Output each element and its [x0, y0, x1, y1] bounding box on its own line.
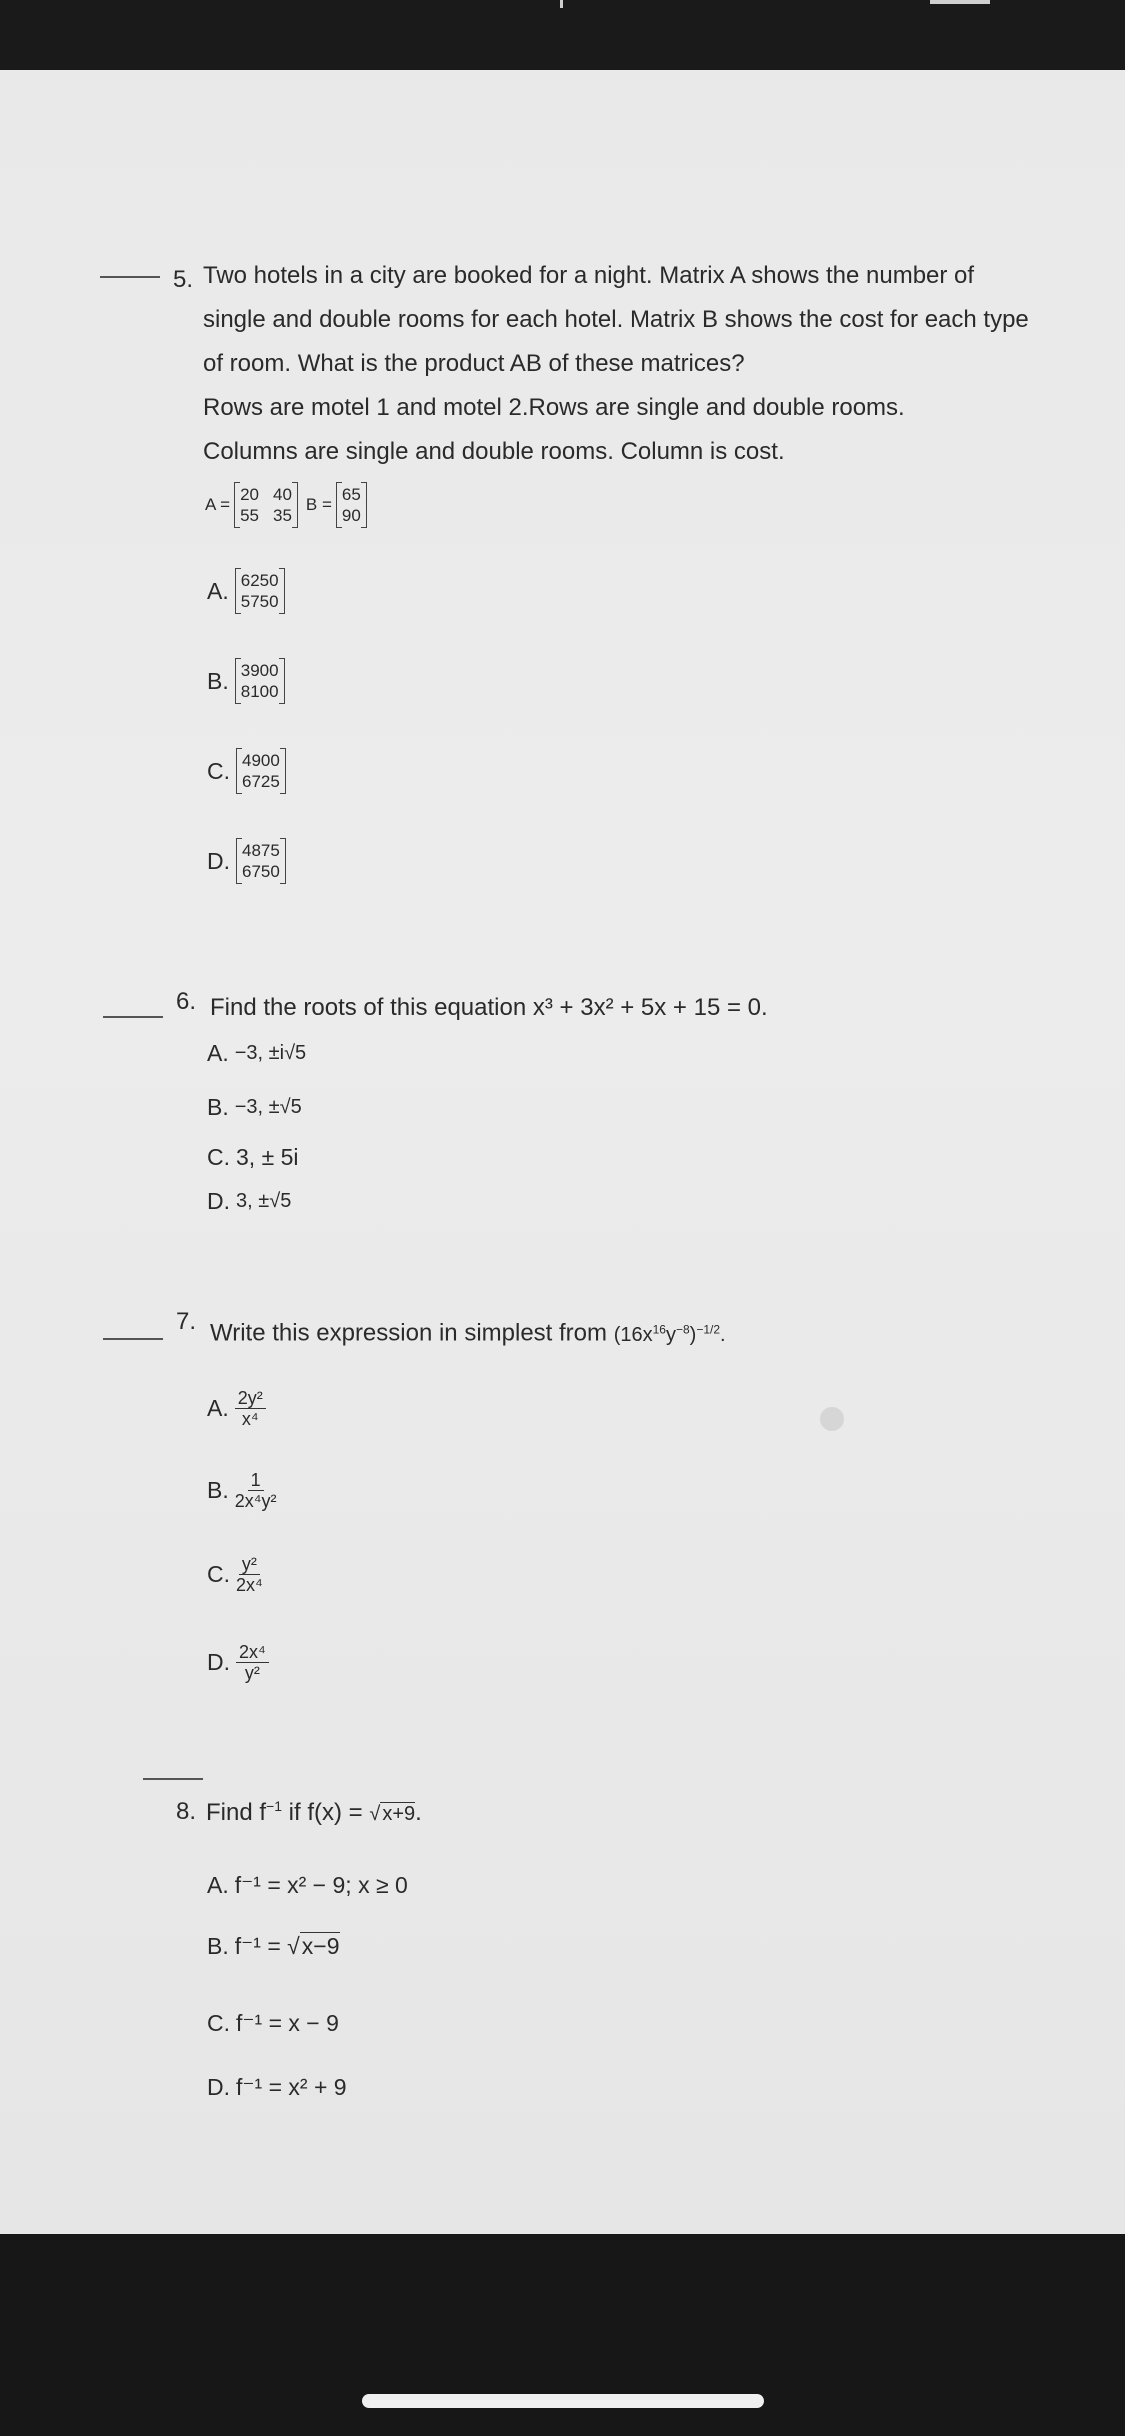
- option-text: −3, ±√5: [234, 1096, 302, 1118]
- option-c[interactable]: [207, 1554, 263, 1595]
- option-a[interactable]: [207, 1040, 306, 1067]
- matrix-cell: 6250: [240, 571, 279, 590]
- option-fraction: $\frac{\text{2y²}}{\text{x⁴}}$: [235, 1388, 266, 1429]
- home-indicator[interactable]: [362, 2394, 764, 2408]
- question-number: 8.: [176, 1798, 197, 1825]
- question-number: 6.: [176, 988, 197, 1015]
- option-a[interactable]: [207, 1872, 408, 1899]
- matrix-cell: 8100: [240, 682, 279, 701]
- option-fraction: $\frac{1}{\text{2x⁴y²}}$: [234, 1470, 277, 1511]
- option-letter: A.: [207, 1395, 229, 1421]
- option-text: f⁻¹ =: [234, 1932, 281, 1959]
- option-letter: B.: [207, 1094, 229, 1120]
- option-letter: C.: [207, 1561, 230, 1587]
- option-text: 3, ± 5i: [236, 1144, 299, 1170]
- option-letter: C.: [207, 2010, 230, 2036]
- option-text: f⁻¹ = x − 9: [236, 2010, 339, 2036]
- punch-hole-mark: [820, 1407, 844, 1431]
- option-letter: C.: [207, 1144, 230, 1170]
- question-line: Columns are single and double rooms. Column is cost.: [203, 438, 785, 465]
- option-text: 3, ±√5: [236, 1190, 292, 1212]
- radicand: x−9: [301, 1933, 340, 1959]
- option-d[interactable]: [207, 838, 286, 884]
- answer-blank[interactable]: [103, 1338, 163, 1340]
- matrix-b: [336, 482, 367, 528]
- matrix-cell: 4875: [242, 841, 280, 860]
- worksheet-page: [0, 70, 1125, 2234]
- question-number: 5.: [173, 266, 194, 293]
- matrix-cell: 3900: [240, 661, 279, 680]
- matrix-a: [234, 482, 298, 528]
- option-letter: D.: [207, 1649, 230, 1675]
- option-letter: D.: [207, 2074, 230, 2100]
- question-prompt: Find the roots of this equation: [210, 994, 527, 1021]
- option-letter: D.: [207, 847, 230, 874]
- matrix-cell: 4900: [242, 751, 280, 770]
- option-c[interactable]: [207, 1144, 299, 1171]
- matrix-cell: 5750: [240, 592, 279, 611]
- option-text: −3, ±i√5: [234, 1042, 307, 1064]
- option-fraction: $\frac{\text{y²}}{\text{2x⁴}}$: [236, 1554, 263, 1595]
- matrix-definitions: [205, 482, 367, 528]
- matrix-cell: 20: [240, 485, 259, 504]
- question-line: of room. What is the product AB of these matrices?: [203, 350, 745, 377]
- option-letter: B.: [207, 1477, 229, 1503]
- option-c[interactable]: [207, 2010, 339, 2037]
- question-text: [203, 254, 1029, 474]
- option-letter: A.: [207, 577, 229, 604]
- option-d[interactable]: [207, 2074, 347, 2101]
- option-matrix: [236, 838, 286, 884]
- option-letter: A.: [207, 1872, 229, 1898]
- option-a[interactable]: [207, 1388, 266, 1429]
- option-text: f⁻¹ = x² + 9: [236, 2074, 347, 2100]
- option-d[interactable]: [207, 1642, 269, 1683]
- option-letter: B.: [207, 1932, 229, 1959]
- option-b[interactable]: [207, 1470, 276, 1511]
- top-bar: [0, 0, 1125, 70]
- matrix-cell: 35: [272, 506, 292, 525]
- option-letter: B.: [207, 667, 229, 694]
- matrix-a-label: A =: [205, 495, 231, 514]
- answer-blank[interactable]: [103, 1016, 163, 1018]
- question-prompt: Write this expression in simplest from: [210, 1319, 608, 1347]
- matrix-cell: 40: [272, 485, 292, 504]
- option-matrix: [236, 748, 286, 794]
- option-letter: A.: [207, 1040, 229, 1066]
- option-letter: D.: [207, 1188, 230, 1214]
- option-c[interactable]: [207, 748, 286, 794]
- matrix-cell: 90: [341, 506, 361, 525]
- question-line: Two hotels in a city are booked for a night. Matrix A shows the number of: [203, 262, 975, 289]
- top-tick: [560, 0, 563, 8]
- radicand: x+9: [382, 1803, 416, 1825]
- matrix-cell: 6725: [242, 772, 280, 791]
- matrix-cell: 65: [341, 485, 361, 504]
- expression: $(16x^{16}y^{-8})^{-1/2}$.: [613, 1322, 726, 1346]
- answer-blank[interactable]: [100, 276, 160, 278]
- option-fraction: $\frac{\text{2x⁴}}{\text{y²}}$: [236, 1642, 269, 1683]
- matrix-cell: 55: [240, 506, 259, 525]
- option-d[interactable]: [207, 1188, 291, 1215]
- matrix-b-label: B =: [305, 495, 332, 514]
- option-b[interactable]: B. f⁻¹ = √ x−9: [207, 1932, 340, 1959]
- question-text: [210, 1307, 726, 1357]
- question-number: 7.: [176, 1308, 197, 1335]
- option-matrix: [235, 658, 285, 704]
- option-matrix: [235, 568, 285, 614]
- top-tick: [930, 0, 990, 4]
- option-b[interactable]: [207, 1094, 302, 1121]
- question-line: Rows are motel 1 and motel 2.Rows are single and double rooms.: [203, 394, 905, 421]
- question-text: Find $f^{-1}$ if f(x) = √ x+9.: [206, 1798, 422, 1826]
- option-letter: C.: [207, 757, 230, 784]
- option-text: f⁻¹ = x² − 9; x ≥ 0: [234, 1872, 408, 1898]
- option-b[interactable]: [207, 658, 285, 704]
- option-a[interactable]: [207, 568, 285, 614]
- question-text: [210, 986, 768, 1030]
- question-line: single and double rooms for each hotel. Matrix B shows the cost for each type: [203, 306, 1029, 333]
- equation: x³ + 3x² + 5x + 15 = 0.: [532, 994, 768, 1021]
- answer-blank[interactable]: [143, 1778, 203, 1780]
- matrix-cell: 6750: [242, 862, 280, 881]
